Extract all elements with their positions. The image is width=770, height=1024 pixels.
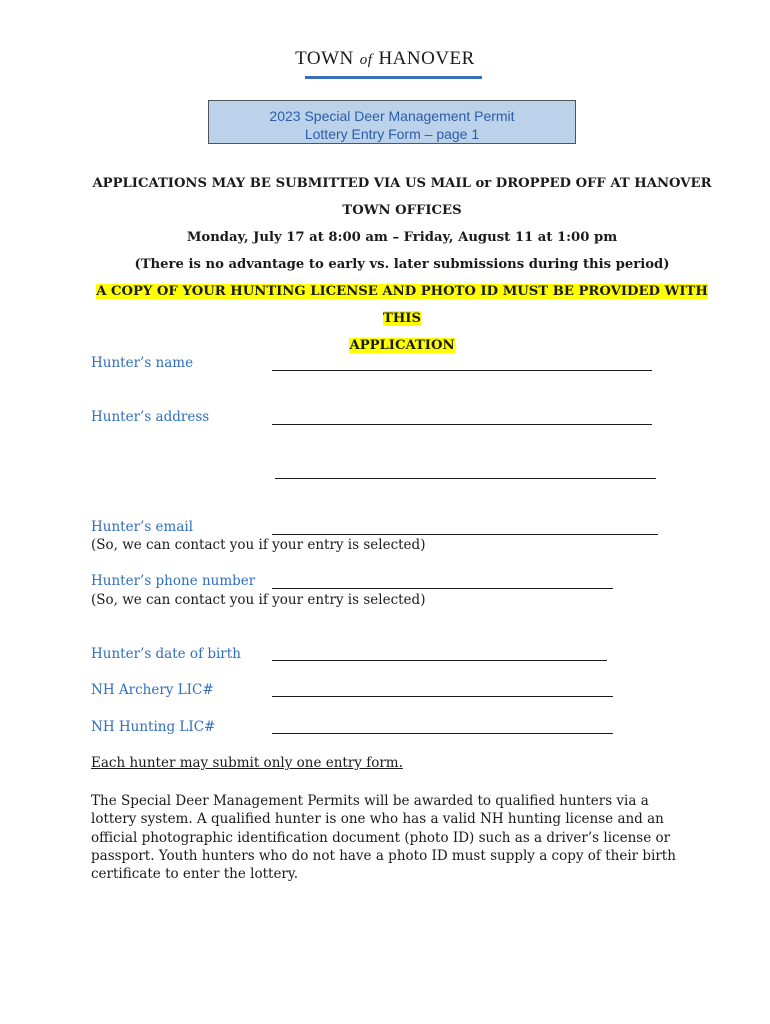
hunting-license-field[interactable]	[272, 733, 613, 734]
address-label: Hunter’s address	[91, 409, 210, 425]
email-note: (So, we can contact you if your entry is selected)	[91, 537, 426, 553]
one-entry-rule: Each hunter may submit only one entry form.	[91, 755, 403, 771]
phone-label: Hunter’s phone number	[91, 573, 256, 589]
archery-license-field[interactable]	[272, 696, 613, 697]
address-field-line1[interactable]	[272, 424, 652, 425]
instructions-block	[80, 170, 724, 359]
license-requirement-line2: APPLICATION	[349, 338, 455, 353]
phone-field[interactable]	[272, 588, 613, 589]
town-logo	[0, 48, 770, 70]
lottery-description: The Special Deer Management Permits will be awarded to qualified hunters via a lottery system. A qualified hunter is one who has a valid NH hunting license and an official photographic identification document (photo ID) such as a driver’s license or passport. Youth hunters who do not have a photo ID must supply a copy of their birth certificate to enter the lottery.	[91, 793, 676, 883]
form-title-line2: Lottery Entry Form – page 1	[304, 126, 480, 142]
logo-town: TOWN	[295, 48, 354, 69]
submit-instructions: APPLICATIONS MAY BE SUBMITTED VIA US MAIL or DROPPED OFF AT HANOVER TOWN OFFICES	[92, 176, 712, 218]
form-title-box	[208, 100, 576, 144]
advantage-note: (There is no advantage to early vs. later submissions during this period)	[134, 257, 670, 272]
address-field-line2[interactable]	[275, 478, 656, 479]
hunting-license-label: NH Hunting LIC#	[91, 719, 216, 735]
logo-hanover: HANOVER	[378, 48, 475, 69]
phone-note: (So, we can contact you if your entry is selected)	[91, 592, 426, 608]
license-requirement-line1: A COPY OF YOUR HUNTING LICENSE AND PHOTO ID MUST BE PROVIDED WITH THIS	[96, 284, 708, 326]
email-label: Hunter’s email	[91, 519, 194, 535]
logo-underline	[305, 76, 482, 79]
archery-license-label: NH Archery LIC#	[91, 682, 214, 698]
name-field[interactable]	[272, 370, 652, 371]
email-field[interactable]	[272, 534, 658, 535]
dob-field[interactable]	[272, 660, 607, 661]
name-label: Hunter’s name	[91, 355, 194, 371]
logo-of: of	[359, 52, 373, 68]
form-title-line1: 2023 Special Deer Management Permit	[269, 108, 515, 124]
submission-dates: Monday, July 17 at 8:00 am – Friday, August 11 at 1:00 pm	[186, 230, 618, 245]
dob-label: Hunter’s date of birth	[91, 646, 241, 662]
